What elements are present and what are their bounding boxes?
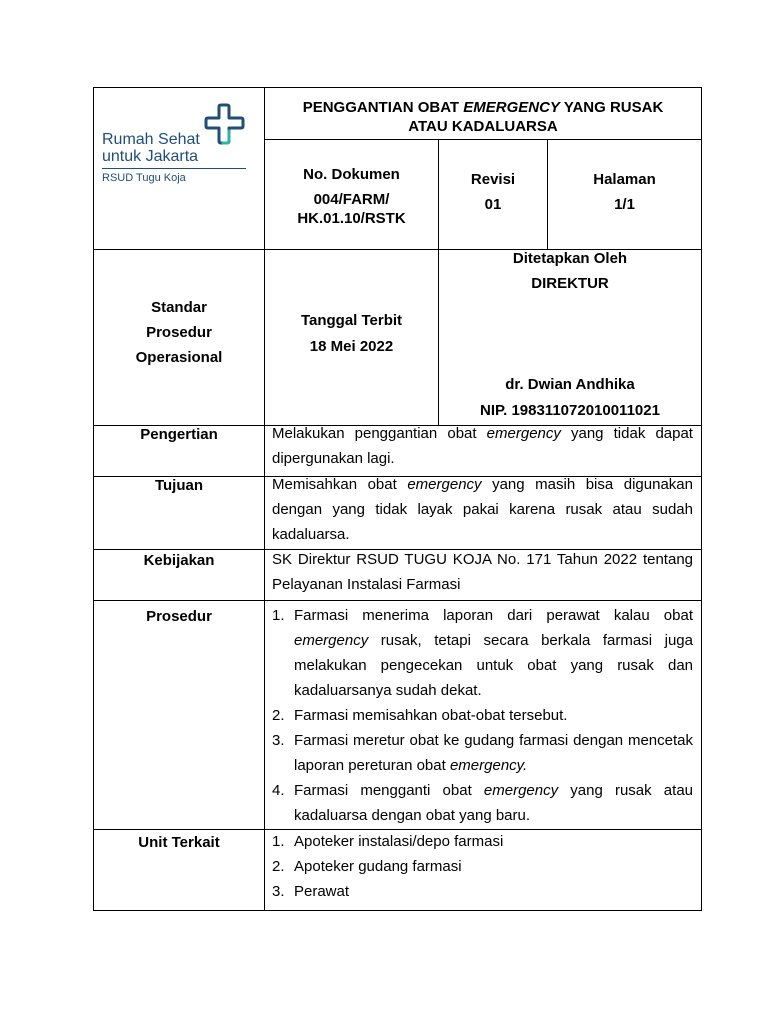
tanggal-terbit bbox=[265, 308, 438, 360]
header-divider-2 bbox=[547, 139, 548, 249]
tanggal-label: Tanggal Terbit bbox=[300, 312, 403, 329]
title-line-1: PENGGANTIAN OBAT EMERGENCY YANG RUSAK bbox=[302, 99, 664, 116]
table-border-bottom bbox=[93, 910, 702, 911]
header-title-divider bbox=[264, 139, 702, 140]
prosedur-label: Prosedur bbox=[146, 608, 212, 625]
unit-terkait-list bbox=[272, 829, 693, 904]
kebijakan-text: SK Direktur RSUD TUGU KOJA No. 171 Tahun 2022 tentang Pelayanan Instalasi Farmasi bbox=[272, 551, 693, 593]
title-line-2: ATAU KADALUARSA bbox=[408, 118, 558, 135]
list-item: 4. Farmasi mengganti obat emergency yang rusak atau kadaluarsa dengan obat yang baru. bbox=[272, 782, 693, 824]
kebijakan-label: Kebijakan bbox=[143, 552, 215, 569]
list-item: 3. Perawat bbox=[272, 883, 350, 900]
doc-number-label: No. Dokumen bbox=[303, 166, 400, 183]
table-border-right bbox=[701, 87, 702, 911]
revisi-label: Revisi bbox=[470, 171, 516, 188]
list-item: 1. Farmasi menerima laporan dari perawat kalau obat emergency rusak, tetapi secara berkala farmasi juga melakukan pengecekan untuk obat yang rusak dan kadaluarsanya sudah dekat. bbox=[272, 607, 693, 699]
pengertian-text: Melakukan penggantian obat emergency yang tidak dapat dipergunakan lagi. bbox=[272, 425, 693, 467]
list-item: 3. Farmasi meretur obat ke gudang farmasi dengan mencetak laporan pereturan obat emergency. bbox=[272, 732, 693, 774]
logo-name-line1: Rumah Sehat bbox=[102, 131, 200, 148]
tujuan-text: Memisahkan obat emergency yang masih bisa digunakan dengan yang tidak layak pakai karena rusak atau sudah kadaluarsa. bbox=[272, 476, 693, 543]
sop-type: Standar Prosedur Operasional bbox=[135, 299, 223, 366]
plus-cross-icon bbox=[203, 103, 247, 147]
prosedur-list bbox=[272, 603, 693, 828]
list-item: 1. Apoteker instalasi/depo farmasi bbox=[272, 833, 504, 850]
logo-subtitle: RSUD Tugu Koja bbox=[102, 172, 186, 184]
doc-number-value: 004/FARM/ HK.01.10/RSTK bbox=[297, 191, 406, 227]
row-line-prosedur bbox=[93, 600, 702, 601]
logo-name-line2: untuk Jakarta bbox=[102, 148, 199, 165]
revisi-value: 01 bbox=[484, 196, 502, 213]
tujuan-label: Tujuan bbox=[154, 477, 204, 494]
halaman-label: Halaman bbox=[593, 171, 656, 188]
unit-terkait-label: Unit Terkait bbox=[138, 834, 220, 851]
signatory-nip: NIP. 198311072010011021 bbox=[480, 402, 660, 419]
document-title bbox=[265, 98, 701, 136]
tanggal-value: 18 Mei 2022 bbox=[309, 338, 394, 355]
list-item: 2. Apoteker gudang farmasi bbox=[272, 858, 462, 875]
logo-underline bbox=[102, 168, 246, 169]
hospital-logo bbox=[100, 100, 255, 190]
table-border-left bbox=[93, 87, 94, 911]
list-item: 2. Farmasi memisahkan obat-obat tersebut. bbox=[272, 707, 568, 724]
signatory-name: dr. Dwian Andhika bbox=[505, 376, 635, 393]
jabatan-direktur: DIREKTUR bbox=[531, 275, 609, 292]
halaman-value: 1/1 bbox=[614, 196, 635, 213]
table-border-top bbox=[93, 87, 702, 88]
ditetapkan-oleh: Ditetapkan Oleh bbox=[512, 250, 628, 267]
pengertian-label: Pengertian bbox=[140, 426, 218, 443]
